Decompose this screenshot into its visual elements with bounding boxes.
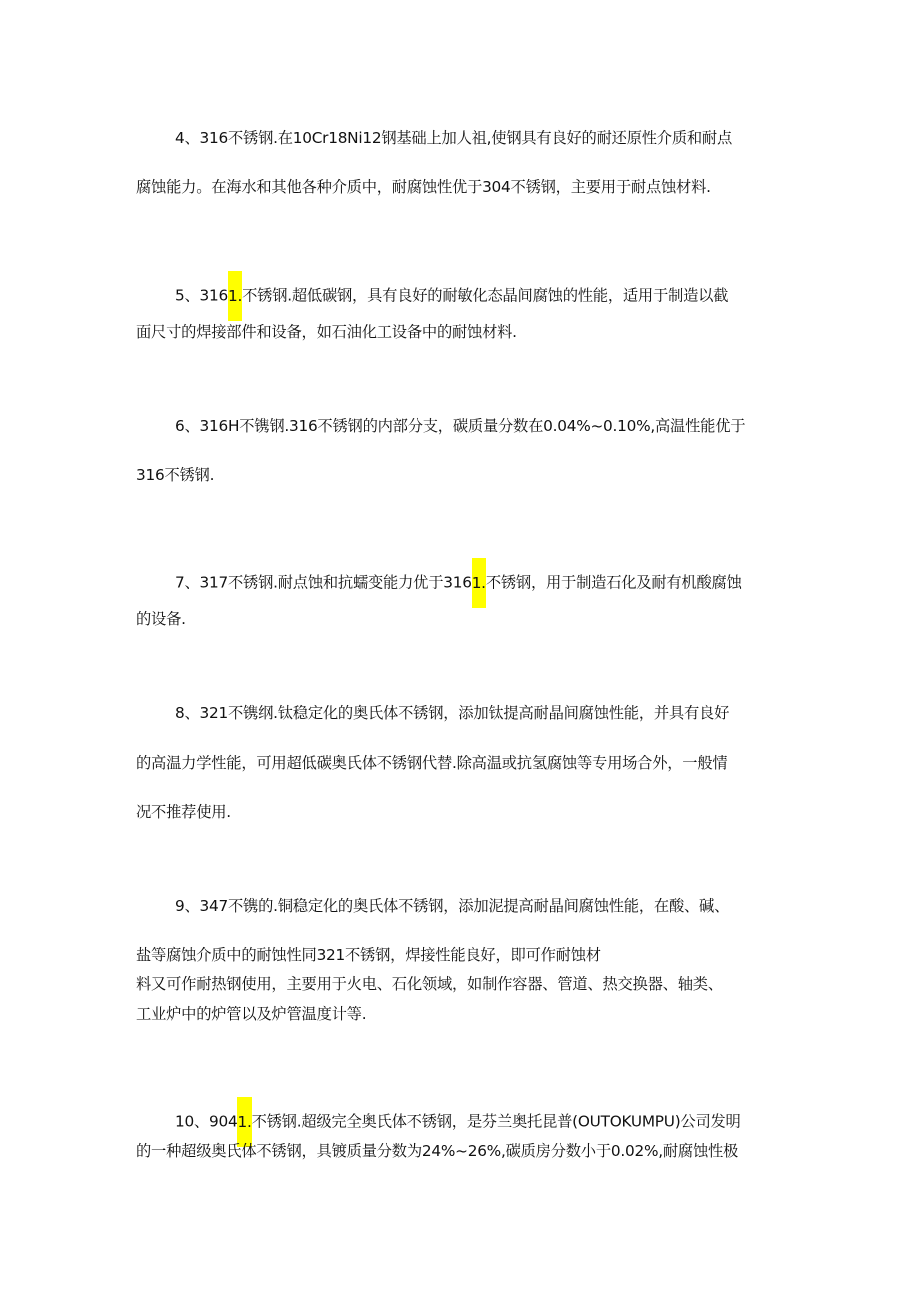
text-line: 的高温力学性能，可用超低碳奥氏体不锈钢代替.除高温或抗氢腐蚀等专用场合外，一般情: [136, 754, 728, 772]
text-line: 10、9041.不锈钢.超级完全奥氏体不锈钢，是芬兰奥托昆普(OUTOKUMPU)公司发明: [175, 1097, 741, 1147]
highlight-mark: 1.: [472, 558, 486, 608]
text-line: 316不锈钢.: [136, 466, 215, 484]
text-line: 盐等腐蚀介质中的耐蚀性同321不锈钢，焊接性能良好，即可作耐蚀材: [136, 946, 601, 964]
text-line: 工业炉中的炉管以及炉管温度计等.: [136, 1005, 367, 1023]
text-line: 面尺寸的焊接部件和设备，如石油化工设备中的耐蚀材料.: [136, 323, 517, 341]
text-line: 9、347不镌的.铜稳定化的奥氏体不锈钢，添加泥提高耐晶间腐蚀性能，在酸、碱、: [175, 897, 730, 915]
text-line: 的设备.: [136, 610, 186, 628]
text-line: 腐蚀能力。在海水和其他各种介质中，耐腐蚀性优于304不锈钢，主要用于耐点蚀材料.: [136, 178, 711, 196]
highlight-mark: 1.: [237, 1097, 251, 1147]
text-line: 况不推荐使用.: [136, 803, 231, 821]
text-line: 6、316H不镌钢.316不锈钢的内部分支，碳质量分数在0.04%~0.10%,高温性能优于: [175, 417, 746, 435]
text-line: 8、321不镌纲.钛稳定化的奥氏体不锈钢，添加钛提高耐晶间腐蚀性能，并具有良好: [175, 704, 730, 722]
text-line: 料又可作耐热钢使用，主要用于火电、石化领域，如制作容器、管道、热交换器、轴类、: [136, 975, 723, 993]
text-line: 5、3161.不锈钢.超低碳钢，具有良好的耐敏化态晶间腐蚀的性能，适用于制造以截: [175, 271, 728, 321]
text-line: 的一种超级奥氏体不锈钢，具镀质量分数为24%~26%,碳质房分数小于0.02%,耐腐蚀性极: [136, 1142, 739, 1160]
text-line: 4、316不锈钢.在10Cr18Ni12钢基础上加人祖,使钢具有良好的耐还原性介质和耐点: [175, 129, 733, 147]
highlight-mark: 1.: [228, 271, 242, 321]
text-line: 7、317不锈钢.耐点蚀和抗蠕变能力优于3161.不锈钢，用于制造石化及耐有机酸腐蚀: [175, 558, 742, 608]
